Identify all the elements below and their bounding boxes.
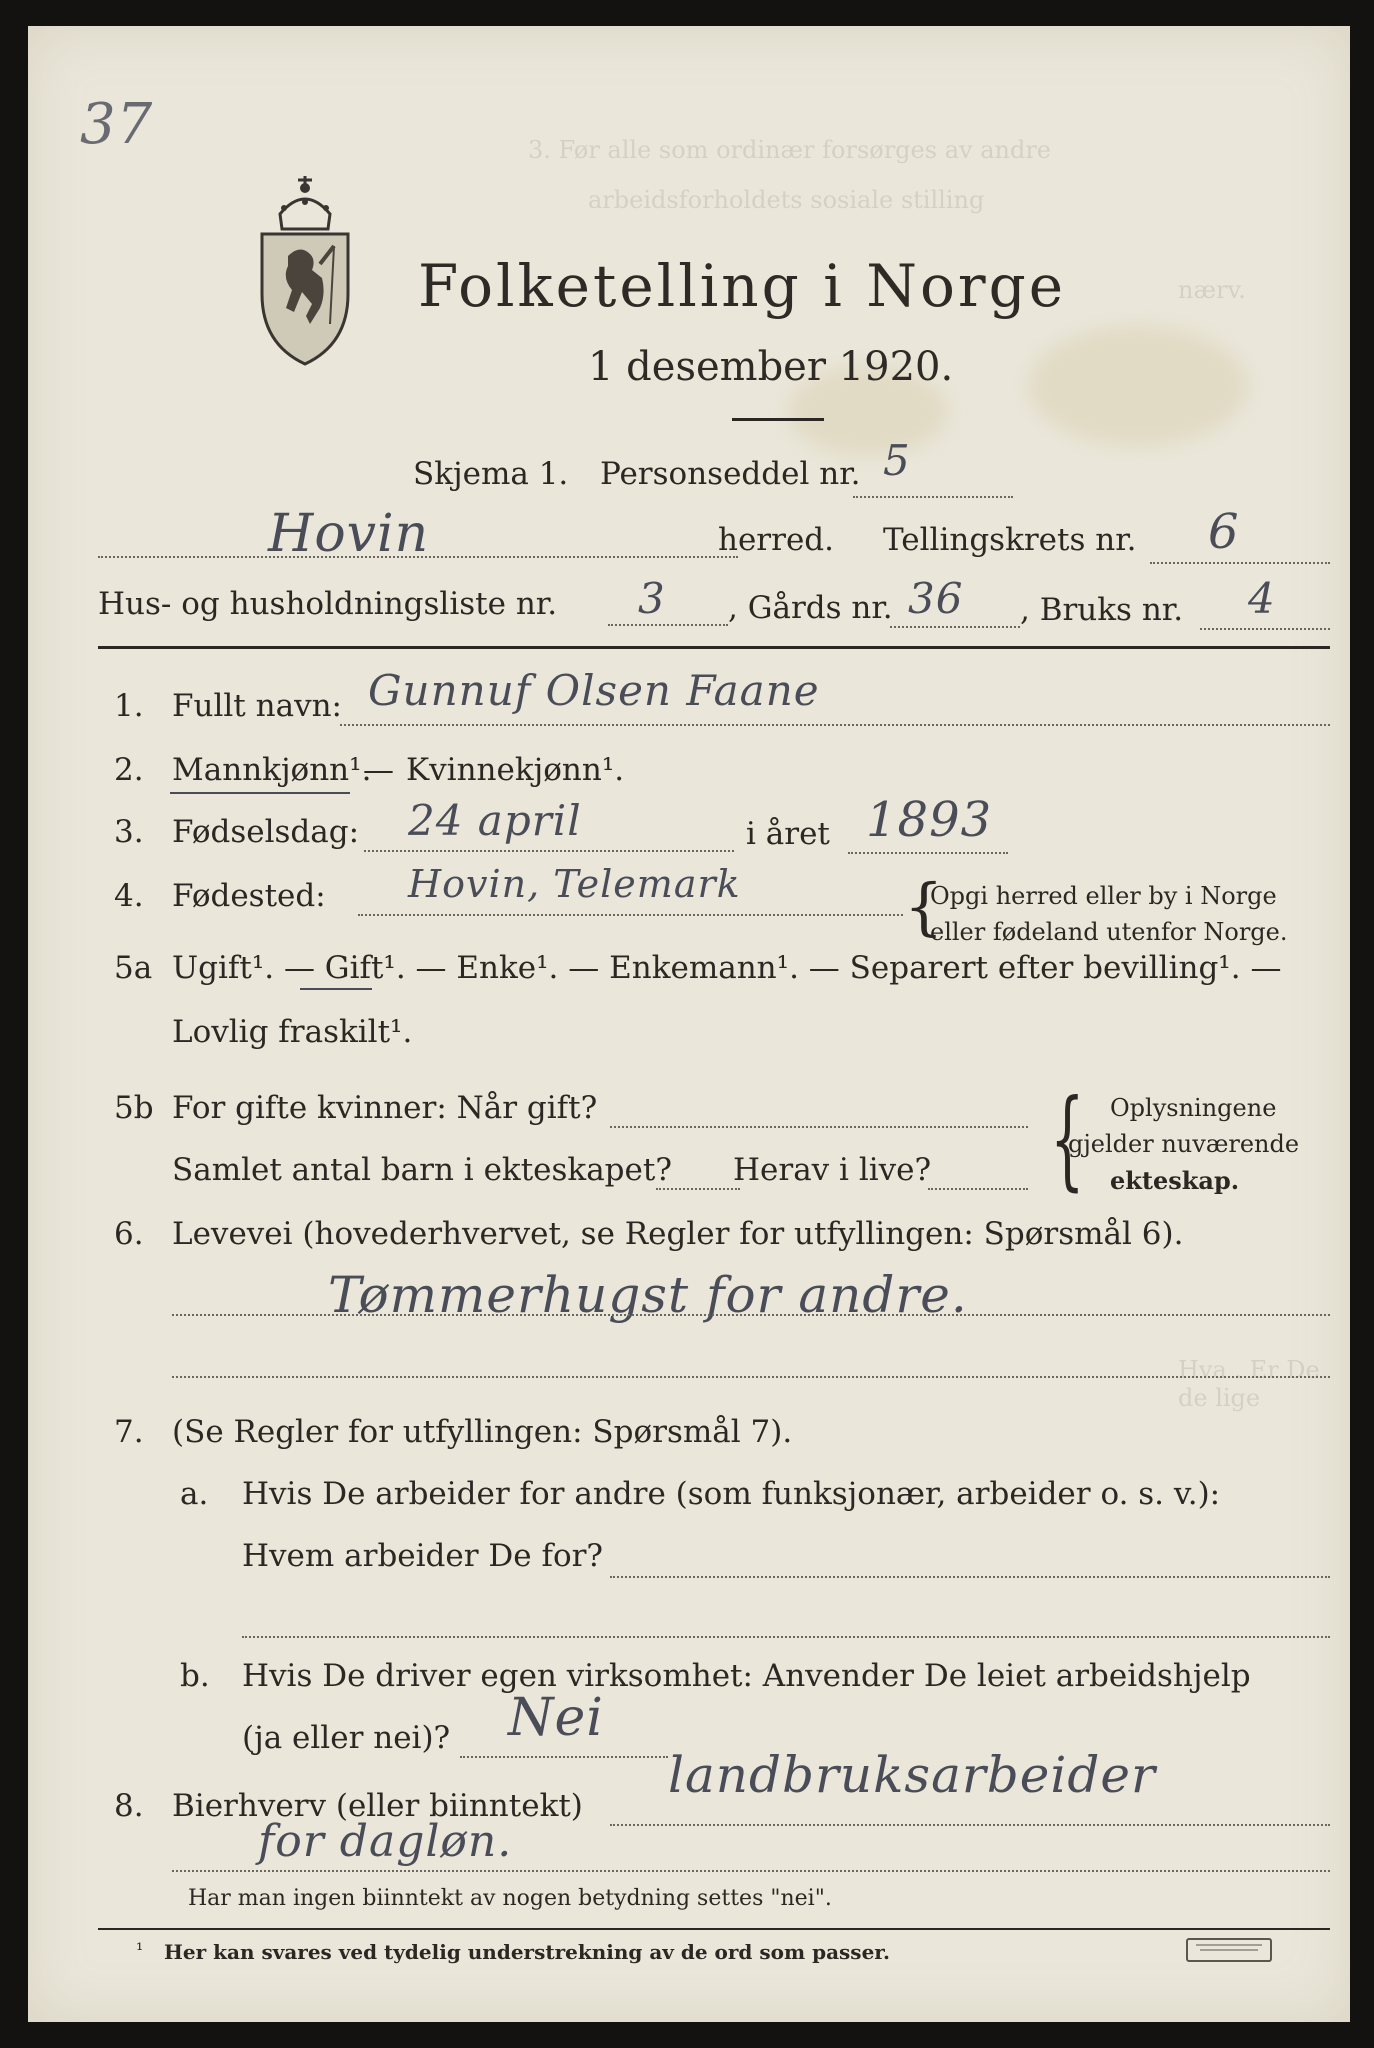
q7a-line-1: Hvis De arbeider for andre (som funksjonær, arbeider o. s. v.):	[242, 1476, 1221, 1512]
q1-label: Fullt navn:	[172, 688, 342, 724]
tellingskrets-value[interactable]: 6	[1208, 504, 1240, 560]
q7b-line-2: (ja eller nei)?	[242, 1720, 451, 1756]
q8-number: 8.	[114, 1788, 144, 1824]
q5b-note-1: Oplysningene	[1110, 1094, 1277, 1122]
gards-value[interactable]: 36	[908, 574, 964, 623]
herred-value[interactable]: Hovin	[268, 504, 430, 564]
marital-status-options[interactable]: Ugift¹. — Gift¹. — Enke¹. — Enkemann¹. — Separert efter bevilling¹. —	[172, 950, 1282, 986]
q5a-number: 5a	[114, 950, 153, 986]
q8-label: Bierhverv (eller biinntekt)	[172, 1788, 583, 1824]
footnote-text: Her kan svares ved tydelig understrekning av de ord som passer.	[164, 1940, 890, 1964]
bruks-value[interactable]: 4	[1248, 574, 1276, 623]
q2-number: 2.	[114, 752, 144, 788]
q5b-alive-label: Herav i live?	[733, 1152, 932, 1188]
q7-label: (Se Regler for utfyllingen: Spørsmål 7).	[172, 1414, 793, 1450]
herred-label: herred.	[718, 522, 834, 558]
q8-note: Har man ingen biinntekt av nogen betydning settes "nei".	[188, 1886, 832, 1911]
q7b-line-1: Hvis De driver egen virksomhet: Anvender De leiet arbeidshjelp	[242, 1658, 1251, 1694]
q3-label: Fødselsdag:	[172, 814, 360, 850]
q5b-note-3: ekteskap.	[1110, 1166, 1240, 1195]
personseddel-value[interactable]: 5	[883, 436, 911, 485]
leiet-arbeidshjelp-value[interactable]: Nei	[508, 1688, 604, 1748]
lovlig-fraskilt-option[interactable]: Lovlig fraskilt¹.	[172, 1014, 413, 1050]
q3-number: 3.	[114, 814, 144, 850]
q4-note-2: eller fødeland utenfor Norge.	[930, 918, 1288, 946]
gards-label: , Gårds nr.	[728, 590, 893, 626]
q5b-number: 5b	[114, 1090, 154, 1126]
census-form-sheet: 3. Før alle som ordinær forsørges av andre arbeidsforholdets sosiale stilling nærv. Hva . Er De de lige 37 Folketelling i Norge 1 desember 1920. Skjema 1. Personseddel nr. 5 Hovin herred. Tellingskrets nr. 6 Hus- og husholdningsliste nr. 3 , Gårds nr. 36 , Bruks nr. 4 1. Fullt navn: Gunnuf Olsen Faane 2. Mannkjønn¹. — Kvinnekjønn¹. 3. Fødselsdag: 24 april i året 1893 4. Fødested: Hovin, Telemark { Opgi herred eller by i Norge eller fødeland utenfor Norge. 5a Ugift¹. — Gift¹. — Enke¹. — Enkemann¹. — Separert efter bevilling¹. — Lovlig fraskilt¹. 5b For gifte kvinner: Når gift? Samlet antal barn i ekteskapet? Herav i live? { Oplysningene gjelder nuværende ekteskap. 6. Levevei (hovederhvervet, se Regler for utfyllingen: Spørsmål 6). Tømmerhugst for andre. 7. (Se Regler for utfyllingen: Spørsmål 7). a. Hvis De arbeider for andre (som funksjonær, arbeider o. s. v.): Hvem arbeider De for? b. Hvis De driver egen virksomhet: Anvender De leiet arbeidshjelp (ja eller nei)? Nei 8. Bierhverv (eller biinntekt) landbruksarbeider for dagløn. Har man ingen biinntekt av nogen betydning settes "nei". ¹ Her kan svares ved tydelig understrekning av de ord som passer.	[28, 26, 1350, 2022]
q7-number: 7.	[114, 1414, 144, 1450]
printer-stamp-icon	[1186, 1938, 1272, 1962]
occupation-value[interactable]: Tømmerhugst for andre.	[328, 1266, 968, 1324]
bierhverv-value-1[interactable]: landbruksarbeider	[668, 1746, 1156, 1804]
coat-of-arms-icon	[250, 174, 360, 378]
birthplace-value[interactable]: Hovin, Telemark	[408, 862, 741, 906]
year-label: i året	[746, 816, 830, 852]
margin-note: 37	[80, 92, 154, 157]
bruks-label: , Bruks nr.	[1020, 592, 1184, 628]
q7a-letter: a.	[180, 1476, 209, 1512]
husholdningsliste-label: Hus- og husholdningsliste nr.	[98, 586, 558, 622]
male-option[interactable]: Mannkjønn¹.	[172, 752, 372, 788]
skjema-label: Skjema 1.	[413, 456, 569, 492]
tellingskrets-label: Tellingskrets nr.	[883, 522, 1137, 558]
bierhverv-value-2[interactable]: for dagløn.	[258, 1816, 513, 1867]
birth-year-value[interactable]: 1893	[866, 792, 993, 848]
q7b-letter: b.	[180, 1658, 210, 1694]
full-name-value[interactable]: Gunnuf Olsen Faane	[368, 666, 820, 715]
husholdningsliste-value[interactable]: 3	[638, 574, 666, 623]
header-divider	[98, 646, 1330, 649]
q4-note-1: Opgi herred eller by i Norge	[930, 882, 1277, 910]
female-option[interactable]: Kvinnekjønn¹.	[406, 752, 625, 788]
birthday-value[interactable]: 24 april	[408, 796, 582, 845]
q5b-children-label: Samlet antal barn i ekteskapet?	[172, 1152, 672, 1188]
footnote-mark: ¹	[136, 1940, 144, 1961]
q4-label: Fødested:	[172, 878, 326, 914]
q5b-line-1: For gifte kvinner: Når gift?	[172, 1090, 598, 1126]
q7a-line-2: Hvem arbeider De for?	[242, 1538, 604, 1574]
footnote-divider	[98, 1928, 1330, 1930]
form-date: 1 desember 1920.	[588, 344, 954, 390]
q4-number: 4.	[114, 878, 144, 914]
q1-number: 1.	[114, 688, 144, 724]
personseddel-label: Personseddel nr.	[600, 456, 861, 492]
q5b-note-2: gjelder nuværende	[1068, 1130, 1300, 1158]
q6-label: Levevei (hovederhvervet, se Regler for utfyllingen: Spørsmål 6).	[172, 1216, 1184, 1252]
q6-number: 6.	[114, 1216, 144, 1252]
form-title: Folketelling i Norge	[418, 252, 1067, 320]
q2-dash: —	[363, 752, 394, 788]
